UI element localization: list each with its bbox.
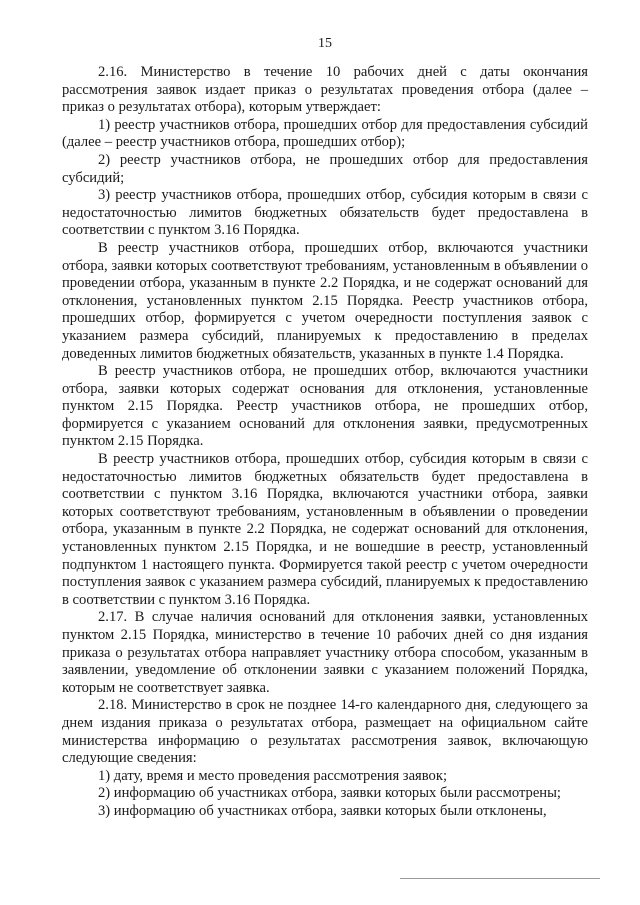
page-number: 15 — [318, 36, 332, 51]
paragraph-2-18-item-1: 1) дату, время и место проведения рассмотрения заявок; — [98, 767, 447, 784]
paragraph-2-18-item-3: 3) информацию об участниках отбора, заявки которых были отклонены, — [98, 802, 547, 819]
page-bottom-rule — [400, 878, 600, 879]
paragraph-registry-limits: В реестр участников отбора, прошедших отбор, субсидия которым в связи с недостаточностью лимитов бюджетных обязательств будет предоставлена в соответствии с пунктом 3.16 Порядка, включаются участники отбора, заявки которых соответствуют требованиям, установленным в объявлении о проведении отбора, указанным в пункте 2.2 Порядка, не содержат оснований для отклонения, установленных пунктом 2.15 Порядка, и не вошедшие в реестр, установленный подпунктом 1 настоящего пункта. Формируется такой реестр с учетом очередности поступления заявок с указанием размера субсидий, планируемых к предоставлению в соответствии с пунктом 3.16 Порядка. — [62, 451, 588, 608]
paragraph-registry-not-passed: В реестр участников отбора, не прошедших отбор, включаются участники отбора, заявки которых содержат основания для отклонения, установленные пунктом 2.15 Порядка. Реестр участников отбора, не прошедших отбор, формируется с указанием оснований для отклонения заявки, предусмотренных пунктом 2.15 Порядка. — [62, 363, 588, 450]
paragraph-2-16-item-2: 2) реестр участников отбора, не прошедших отбор для предоставления субсидий; — [62, 151, 588, 186]
paragraph-2-17: 2.17. В случае наличия оснований для отклонения заявки, установленных пунктом 2.15 Порядка, министерство в течение 10 рабочих дней со дня издания приказа о результатах отбора направляет участнику отбора способом, указанным в заявлении, уведомление об отклонении заявки с указанием положений Порядка, которым не соответствует заявка. — [62, 609, 588, 696]
paragraph-registry-passed: В реестр участников отбора, прошедших отбор, включаются участники отбора, заявки которых соответствуют требованиям, установленным в объявлении о проведении отбора, указанным в пункте 2.2 Порядка, и не содержат оснований для отклонения, установленных пунктом 2.15 Порядка. Реестр участников отбора, прошедших отбор, формируется с учетом очередности поступления заявок с указанием размера субсидий, планируемых к предоставлению в пределах доведенных лимитов бюджетных обязательств, указанных в пункте 1.4 Порядка. — [62, 239, 588, 362]
paragraph-2-18: 2.18. Министерство в срок не позднее 14-го календарного дня, следующего за днем издания приказа о результатах отбора, размещает на официальном сайте министерства информацию о результатах рассмотрения заявок, включающую следующие сведения: — [62, 697, 588, 767]
paragraph-2-16: 2.16. Министерство в течение 10 рабочих дней с даты окончания рассмотрения заявок издает приказ о результатах проведения отбора (далее – приказ о результатах отбора), которым утверждает: — [62, 64, 588, 116]
paragraph-2-16-item-1: 1) реестр участников отбора, прошедших отбор для предоставления субсидий (далее – реестр участников отбора, прошедших отбор); — [62, 116, 588, 151]
document-body — [62, 64, 588, 821]
paragraph-2-16-item-3: 3) реестр участников отбора, прошедших отбор, субсидия которым в связи с недостаточностью лимитов бюджетных обязательств будет предоставлена в соответствии с пунктом 3.16 Порядка. — [62, 187, 588, 239]
paragraph-2-18-item-2: 2) информацию об участниках отбора, заявки которых были рассмотрены; — [98, 785, 561, 802]
